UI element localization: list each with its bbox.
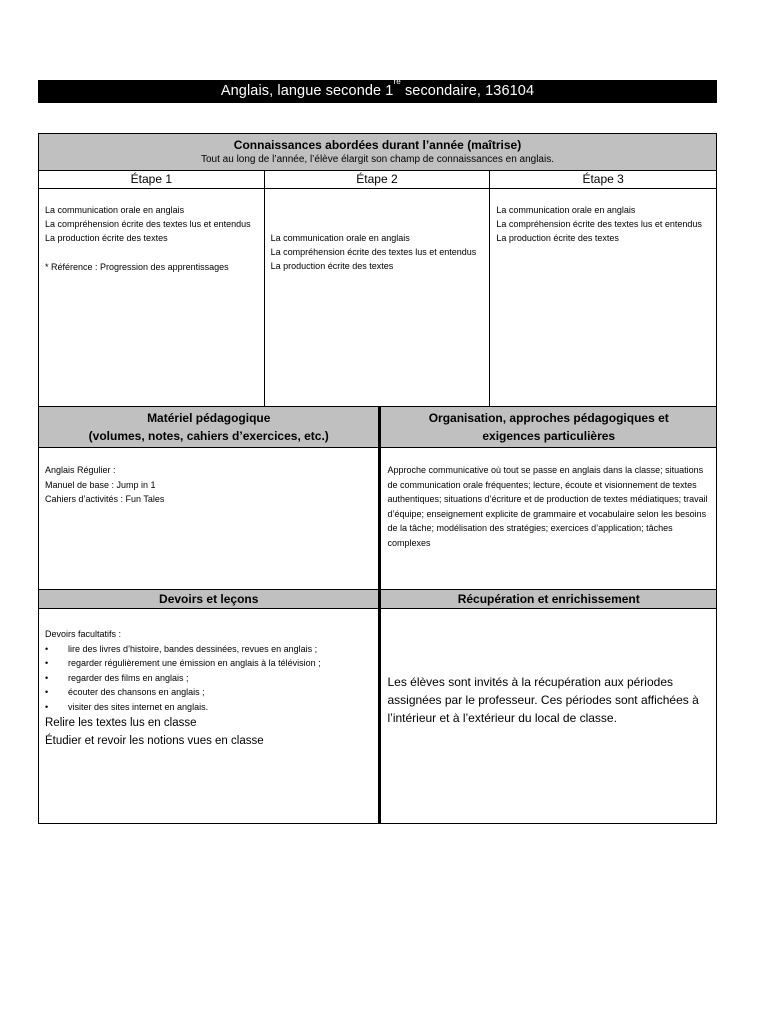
recuperation-cell [380,609,717,824]
etape-2-line-1: La communication orale en anglais [270,233,410,243]
bullet-icon: • [45,643,49,654]
document-title [38,77,717,103]
list-item: • regarder régulièrement une émission en anglais à la télévision ; [45,656,372,671]
materiel-line-1: Anglais Régulier : [45,465,116,475]
bullet-icon: • [45,687,49,697]
materiel-header [39,407,380,448]
etape-2-line-2: La compréhension écrite des textes lus et entendus [270,247,477,258]
connaissances-subheading: Tout au long de l’année, l’élève élargit son champ de connaissances en anglais. [200,154,554,165]
materiel-line-2: Manuel de base : Jump in 1 [45,479,156,490]
list-item: • regarder des films en anglais ; [45,671,372,686]
organisation-header [380,407,717,448]
organisation-text: Approche communicative où tout se passe en anglais dans la classe; situations de communication orale fréquentes; lecture, écoute et visionnement de textes authentiques; situations d’écriture et de production de textes médiatiques; travail d’équipe; enseignement explicite de grammaire et vocabulaire selon les besoins de la tâche; modélisation des stratégies; exercices d’application; tâches complexes [387,465,708,548]
etape-3-line-3: La production écrite des textes [496,233,619,244]
materiel-heading-line-2: (volumes, notes, cahiers d’exercices, etc.) [88,429,329,443]
recuperation-heading: Récupération et enrichissement [380,590,717,609]
connaissances-heading: Connaissances abordées durant l’année (maîtrise) [233,138,522,152]
materiel-cell [39,448,380,590]
etape-2-cell [264,189,490,416]
materiel-heading-line-1: Matériel pédagogique [147,411,271,425]
etape-3-header: Étape 3 [490,171,717,189]
devoirs-intro: Devoirs facultatifs : [45,629,122,639]
recuperation-text: Les élèves sont invités à la récupération aux périodes assignées par le professeur. Ces périodes sont affichées à l’intérieur et à l’extérieur du local de classe. [387,675,699,725]
etape-2-header: Étape 2 [264,171,490,189]
etape-1-line-1: La communication orale en anglais [45,205,185,215]
devoirs-heading: Devoirs et leçons [39,590,380,609]
devoirs-line-relire: Relire les textes lus en classe [45,717,197,729]
organisation-cell [380,448,717,590]
title-suffix: secondaire, 136104 [400,83,535,99]
etape-3-line-1: La communication orale en anglais [496,205,636,215]
bullet-icon: • [45,672,49,683]
materiel-line-3: Cahiers d’activités : Fun Tales [45,494,165,504]
list-item: • visiter des sites internet en anglais. [45,700,372,715]
bullet-icon: • [45,701,49,712]
list-item: • écouter des chansons en anglais ; [45,685,372,700]
etape-1-reference: * Référence : Progression des apprentissages [45,261,229,272]
etape-3-line-2: La compréhension écrite des textes lus et entendus [496,219,702,230]
etape-1-header: Étape 1 [39,171,265,189]
title-superscript: re [393,77,401,86]
connaissances-table [38,133,717,416]
title-prefix: Anglais, langue seconde 1 [220,83,394,99]
etape-2-line-3: La production écrite des textes [270,261,394,272]
etape-1-line-2: La compréhension écrite des textes lus et entendus [45,219,251,230]
pedagogie-table [38,406,717,824]
connaissances-header [39,134,717,171]
devoirs-list [45,642,372,715]
etape-1-line-3: La production écrite des textes [45,233,168,244]
organisation-heading-line-2: exigences particulières [482,429,616,443]
etape-1-cell [39,189,265,416]
bullet-icon: • [45,658,49,668]
organisation-heading-line-1: Organisation, approches pédagogiques et [428,411,669,425]
list-item: • lire des livres d’histoire, bandes dessinées, revues en anglais ; [45,642,372,657]
devoirs-cell [39,609,380,824]
etape-3-cell [490,189,717,416]
devoirs-line-etudier: Étudier et revoir les notions vues en classe [45,735,264,747]
